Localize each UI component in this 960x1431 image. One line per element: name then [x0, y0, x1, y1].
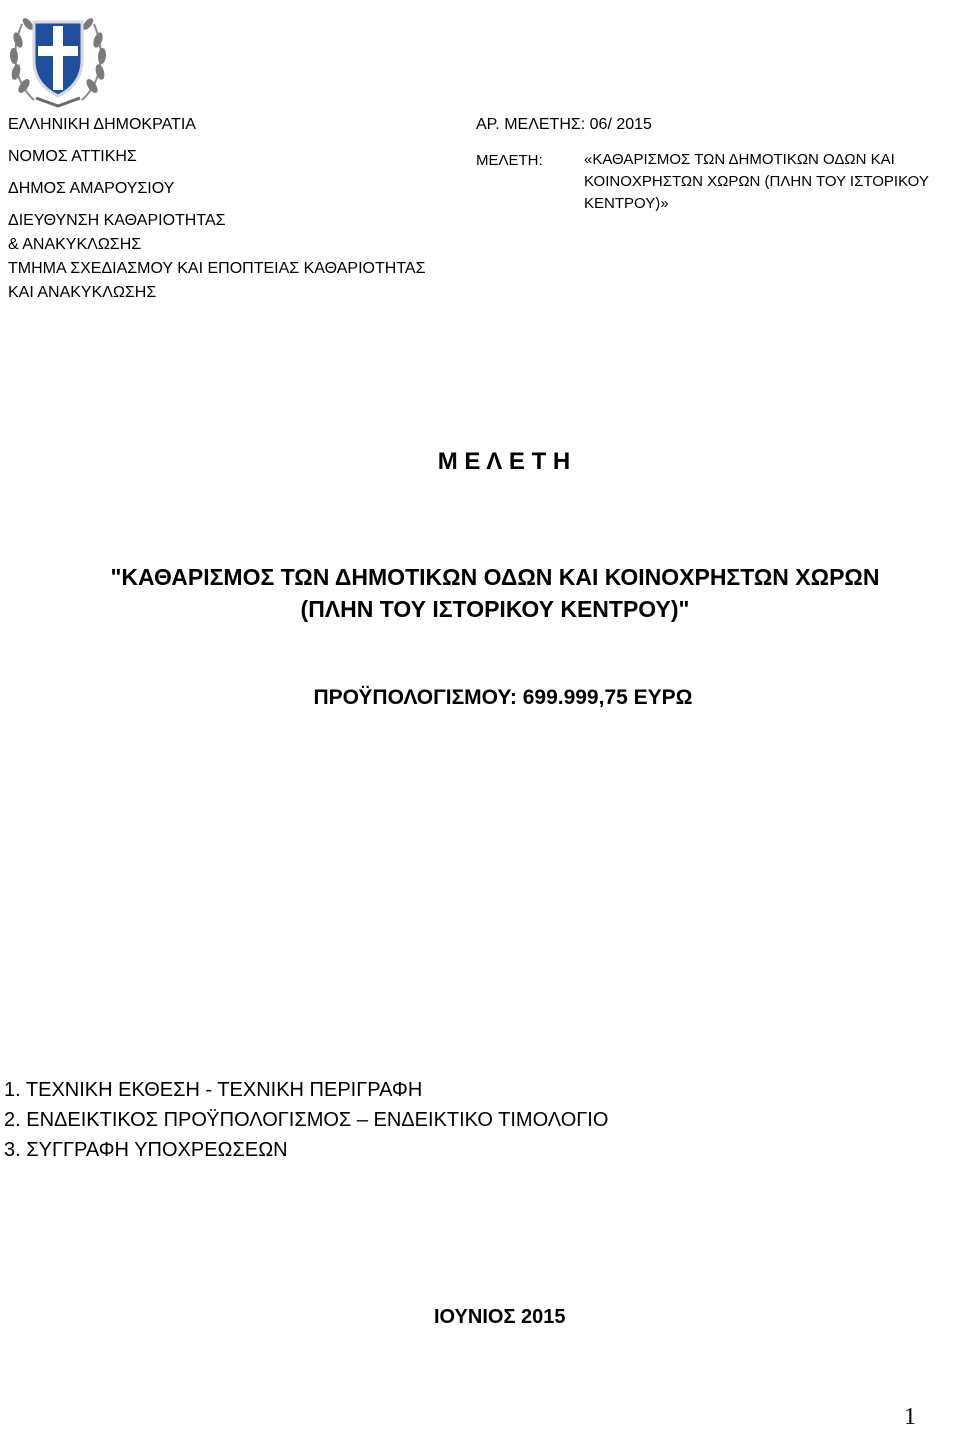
contents-item — [4, 1109, 608, 1132]
header-directorate: ΔΙΕΥΘΥΝΣΗ ΚΑΘΑΡΙΟΤΗΤΑΣ — [8, 212, 226, 229]
header-prefecture: ΝΟΜΟΣ ΑΤΤΙΚΗΣ — [8, 148, 137, 165]
contents-item-number: 3. — [4, 1139, 21, 1161]
page-number: 1 — [904, 1404, 916, 1430]
study-subject-line-1: «ΚΑΘΑΡΙΣΜΟΣ ΤΩΝ ΔΗΜΟΤΙΚΩΝ ΟΔΩΝ ΚΑΙ — [584, 151, 895, 168]
study-label: ΜΕΛΕΤΗ: — [476, 152, 543, 169]
contents-item-number: 2. — [4, 1109, 21, 1131]
study-subject-line-3: ΚΕΝΤΡΟΥ)» — [584, 195, 669, 212]
contents-item — [4, 1139, 288, 1162]
header-municipality: ΔΗΜΟΣ ΑΜΑΡΟΥΣΙΟΥ — [8, 180, 175, 197]
document-title-line-2: (ΠΛΗΝ ΤΟΥ ΙΣΤΟΡΙΚΟΥ ΚΕΝΤΡΟΥ)" — [300, 596, 690, 622]
document-date: ΙΟΥΝΙΟΣ 2015 — [434, 1306, 566, 1328]
coat-of-arms-emblem — [4, 2, 112, 112]
contents-item-label: ΣΥΓΓΡΑΦΗ ΥΠΟΧΡΕΩΣΕΩΝ — [26, 1139, 288, 1161]
study-subject-line-2: ΚΟΙΝΟΧΡΗΣΤΩΝ ΧΩΡΩΝ (ΠΛΗΝ ΤΟΥ ΙΣΤΟΡΙΚΟΥ — [584, 173, 929, 190]
header-department: ΤΜΗΜΑ ΣΧΕΔΙΑΣΜΟΥ ΚΑΙ ΕΠΟΠΤΕΙΑΣ ΚΑΘΑΡΙΟΤΗΤΑΣ — [8, 260, 426, 277]
contents-item-label: ΤΕΧΝΙΚΗ ΕΚΘΕΣΗ - ΤΕΧΝΙΚΗ ΠΕΡΙΓΡΑΦΗ — [25, 1079, 423, 1101]
contents-item — [4, 1079, 422, 1102]
header-directorate-cont: & ΑΝΑΚΥΚΛΩΣΗΣ — [8, 236, 142, 253]
document-heading: Μ Ε Λ Ε Τ Η — [437, 448, 571, 475]
contents-item-label: ΕΝΔΕΙΚΤΙΚΟΣ ΠΡΟΫΠΟΛΟΓΙΣΜΟΣ – ΕΝΔΕΙΚΤΙΚΟ ΤΙΜΟΛΟΓΙΟ — [26, 1109, 609, 1131]
budget-amount: ΠΡΟΫΠΟΛΟΓΙΣΜΟΥ: 699.999,75 ΕΥΡΩ — [313, 686, 693, 709]
header-country: ΕΛΛΗΝΙΚΗ ΔΗΜΟΚΡΑΤΙΑ — [8, 116, 196, 133]
study-number: ΑΡ. ΜΕΛΕΤΗΣ: 06/ 2015 — [476, 116, 652, 133]
coat-of-arms-icon — [4, 2, 112, 112]
document-title-line-1: "ΚΑΘΑΡΙΣΜΟΣ ΤΩΝ ΔΗΜΟΤΙΚΩΝ ΟΔΩΝ ΚΑΙ ΚΟΙΝΟΧΡΗΣΤΩΝ ΧΩΡΩΝ — [110, 564, 880, 590]
contents-item-number: 1. — [4, 1079, 21, 1101]
header-department-cont: ΚΑΙ ΑΝΑΚΥΚΛΩΣΗΣ — [8, 284, 157, 301]
